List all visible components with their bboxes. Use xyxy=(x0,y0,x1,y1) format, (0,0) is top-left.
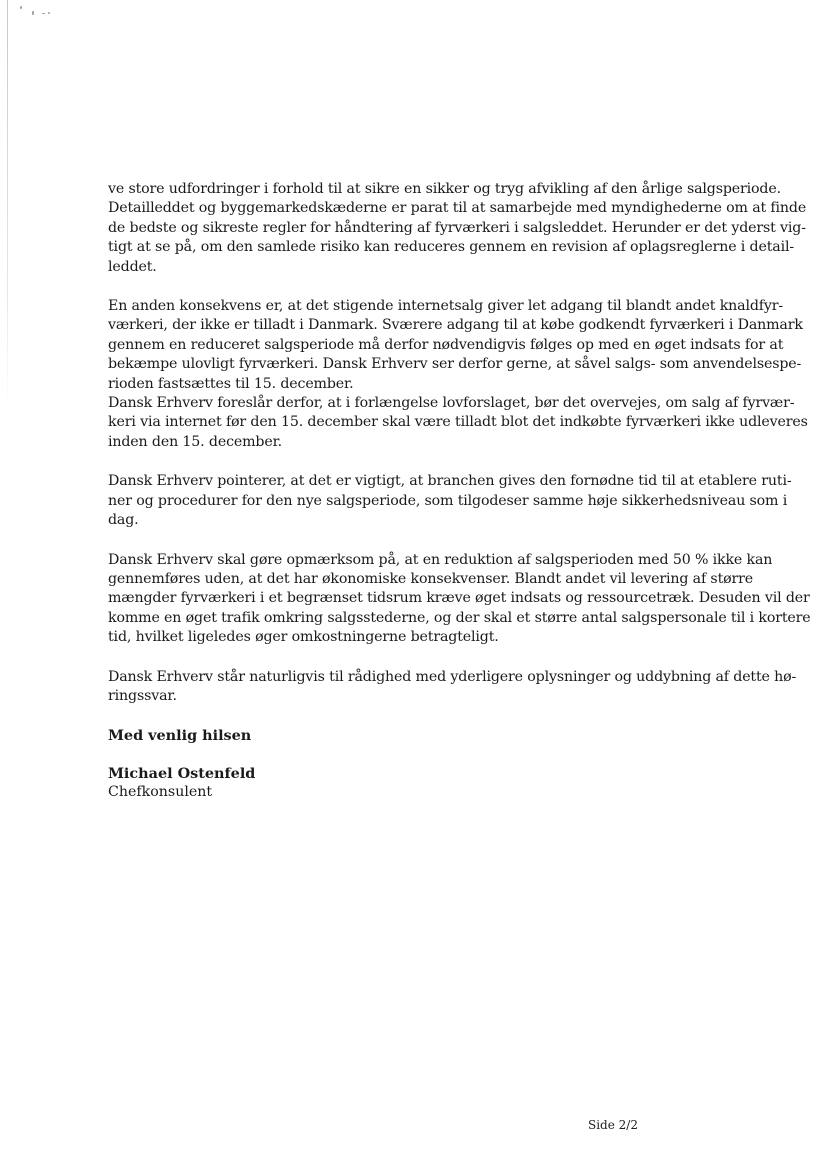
scan-speck xyxy=(32,11,34,15)
signatory-title: Chefkonsulent xyxy=(108,784,213,801)
text-line: de bedste og sikreste regler for håndtering af fyrværkeri i salgsleddet. Herunder er det yderst vig- xyxy=(108,219,806,236)
page-number: Side 2/2 xyxy=(588,1118,638,1132)
text-line: inden den 15. december. xyxy=(108,433,283,450)
paragraph-5 xyxy=(108,668,797,707)
closing-salutation: Med venlig hilsen xyxy=(108,727,252,745)
text-line: Dansk Erhverv står naturligvis til rådighed med yderligere oplysninger og uddybning af dette hø- xyxy=(108,668,797,685)
text-line: leddet. xyxy=(108,258,157,275)
text-line: Detailleddet og byggemarkedskæderne er parat til at samarbejde med myndighederne om at finde xyxy=(108,200,807,217)
text-line: ve store udfordringer i forhold til at sikre en sikker og tryg afvikling af den årlige salgsperiode. xyxy=(108,181,781,197)
text-line: værkeri, der ikke er tilladt i Danmark. Sværere adgang til at købe godkendt fyrværkeri i Danmark xyxy=(108,317,803,334)
signature-block xyxy=(108,764,748,803)
text-line: tid, hvilket ligeledes øger omkostningerne betragteligt. xyxy=(108,629,499,646)
text-line: Dansk Erhverv pointerer, at det er vigtigt, at branchen gives den fornødne tid til at etablere ruti- xyxy=(108,473,792,490)
text-line: gennemføres uden, at det har økonomiske konsekvenser. Blandt andet vil levering af større xyxy=(108,570,754,587)
text-line: dag. xyxy=(108,512,139,529)
paragraph-4 xyxy=(108,551,811,648)
text-line: komme en øget trafik omkring salgsstederne, og der skal et større antal salgspersonale til i kortere xyxy=(108,609,811,626)
scan-speck xyxy=(42,13,45,14)
text-line: En anden konsekvens er, at det stigende internetsalg giver let adgang til blandt andet knaldfyr- xyxy=(108,298,784,315)
text-line: tigt at se på, om den samlede risiko kan reduceres gennem en revision af oplagsreglerne i detail- xyxy=(108,239,795,256)
scan-specks xyxy=(20,6,60,20)
text-line: bekæmpe ulovligt fyrværkeri. Dansk Erhverv ser derfor gerne, at såvel salgs- som anvendelsespe- xyxy=(108,356,802,373)
paragraph-2 xyxy=(108,297,808,452)
text-line: gennem en reduceret salgsperiode må derfor nødvendigvis følges op med en øget indsats for at xyxy=(108,336,784,353)
text-line: ringssvar. xyxy=(108,687,177,704)
text-line: keri via internet før den 15. december skal være tilladt blot det indkøbte fyrværkeri ikke udleveres xyxy=(108,414,808,431)
scan-speck xyxy=(48,12,50,14)
paragraph-1 xyxy=(108,180,807,277)
scan-speck xyxy=(20,6,22,9)
text-line: rioden fastsættes til 15. december. xyxy=(108,375,354,392)
text-line: Dansk Erhverv foreslår derfor, at i forlængelse lovforslaget, bør det overvejes, om salg af fyrvær- xyxy=(108,395,795,412)
text-line: Dansk Erhverv skal gøre opmærksom på, at en reduktion af salgsperioden med 50 % ikke kan xyxy=(108,551,773,568)
paragraph-3 xyxy=(108,472,792,530)
text-line: ner og procedurer for den nye salgsperiode, som tilgodeser samme høje sikkerhedsniveau som i xyxy=(108,492,788,509)
scan-edge-line xyxy=(7,0,8,410)
letter-body xyxy=(108,180,811,803)
signatory-name: Michael Ostenfeld xyxy=(108,764,256,782)
text-line: mængder fyrværkeri i et begrænset tidsrum kræve øget indsats og ressourcetræk. Desuden vil der xyxy=(108,590,810,607)
